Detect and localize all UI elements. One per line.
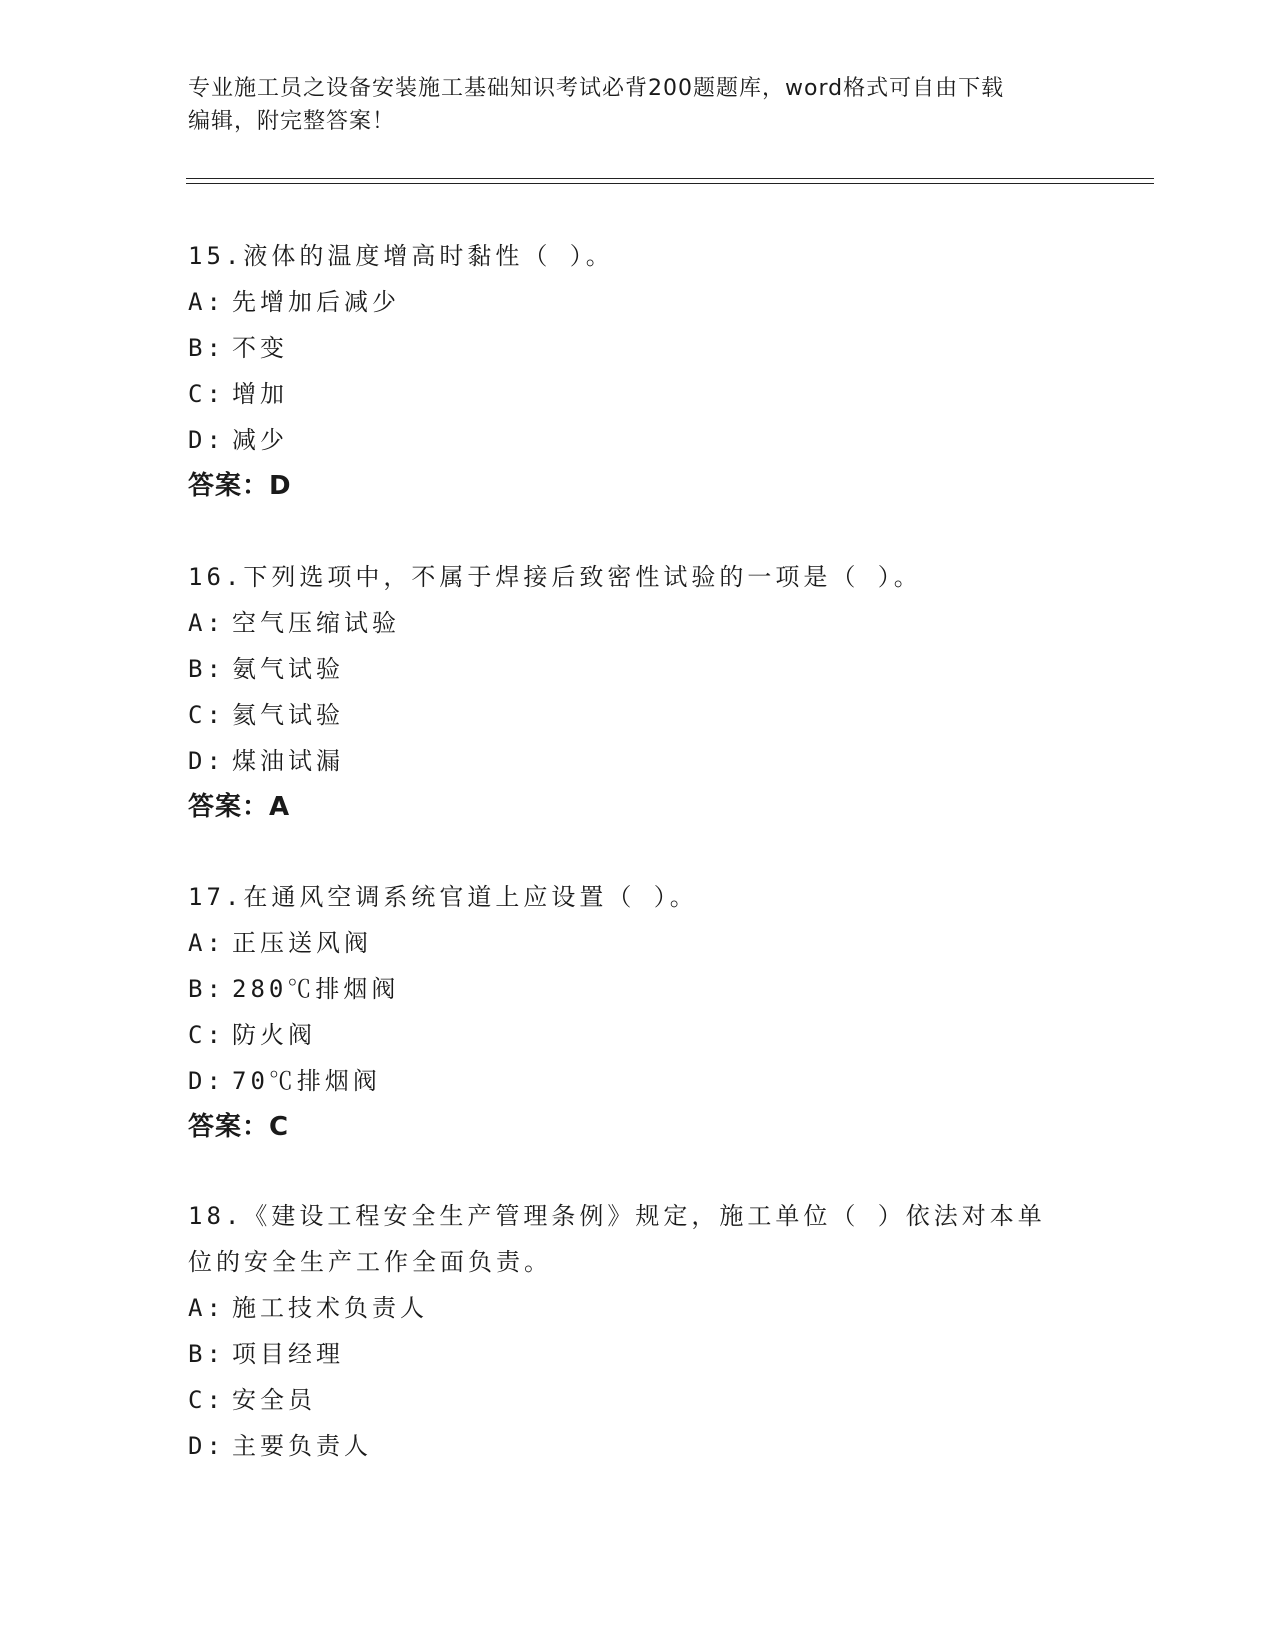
option-text: 防火阀 [232,1021,316,1049]
question-stem: 17.在通风空调系统官道上应设置（ ）。 [188,883,698,911]
question-17 [188,874,1088,1150]
option-text: 增加 [232,380,288,408]
question-18 [188,1193,1088,1469]
header-rule-top [186,178,1154,179]
question-stem: 16.下列选项中，不属于焊接后致密性试验的一项是（ ）。 [188,563,922,591]
option-letter: C: [188,701,225,729]
option-text: 氨气试验 [232,655,344,683]
header-rule-bottom [186,183,1154,184]
option-text: 不变 [232,334,288,362]
option-letter: C: [188,380,225,408]
question-stem: 15.液体的温度增高时黏性（ ）。 [188,242,614,270]
option-b [188,646,1088,692]
answer-label: 答案：A [188,792,291,822]
option-d [188,417,1088,463]
answer-label: 答案：C [188,1112,290,1142]
answer-label: 答案：D [188,471,292,501]
option-letter: D: [188,1432,225,1460]
option-letter: B: [188,655,225,683]
option-letter: A: [188,1294,225,1322]
option-text: 安全员 [232,1386,316,1414]
option-letter: D: [188,747,225,775]
option-text: 项目经理 [232,1340,344,1368]
option-d [188,1058,1088,1104]
option-c [188,692,1088,738]
option-text: 正压送风阀 [232,929,372,957]
question-stem: 18.《建设工程安全生产管理条例》规定，施工单位（ ）依法对本单 [188,1202,1046,1230]
option-text: 280℃排烟阀 [232,975,400,1003]
option-a [188,1285,1088,1331]
option-letter: A: [188,609,225,637]
document-header [188,72,1068,138]
option-c [188,1377,1088,1423]
option-text: 70℃排烟阀 [232,1067,381,1095]
header-line-2: 编辑，附完整答案！ [188,109,396,134]
header-line-1: 专业施工员之设备安装施工基础知识考试必背200题题库，word格式可自由下载 [188,76,1005,101]
option-letter: C: [188,1386,225,1414]
option-c [188,1012,1088,1058]
option-b [188,325,1088,371]
option-d [188,1423,1088,1469]
option-letter: C: [188,1021,225,1049]
question-15 [188,233,1088,509]
option-letter: B: [188,334,225,362]
option-text: 氦气试验 [232,701,344,729]
option-a [188,279,1088,325]
option-c [188,371,1088,417]
question-stem-line-2: 位的安全生产工作全面负责。 [188,1248,552,1276]
option-d [188,738,1088,784]
question-16 [188,554,1088,830]
option-text: 减少 [232,426,288,454]
option-text: 先增加后减少 [232,288,400,316]
option-text: 主要负责人 [232,1432,372,1460]
option-letter: D: [188,426,225,454]
option-text: 煤油试漏 [232,747,344,775]
option-letter: B: [188,1340,225,1368]
option-a [188,600,1088,646]
option-letter: D: [188,1067,225,1095]
option-letter: A: [188,929,225,957]
option-letter: B: [188,975,225,1003]
option-letter: A: [188,288,225,316]
option-text: 施工技术负责人 [232,1294,428,1322]
option-a [188,920,1088,966]
option-text: 空气压缩试验 [232,609,400,637]
option-b [188,1331,1088,1377]
option-b [188,966,1088,1012]
